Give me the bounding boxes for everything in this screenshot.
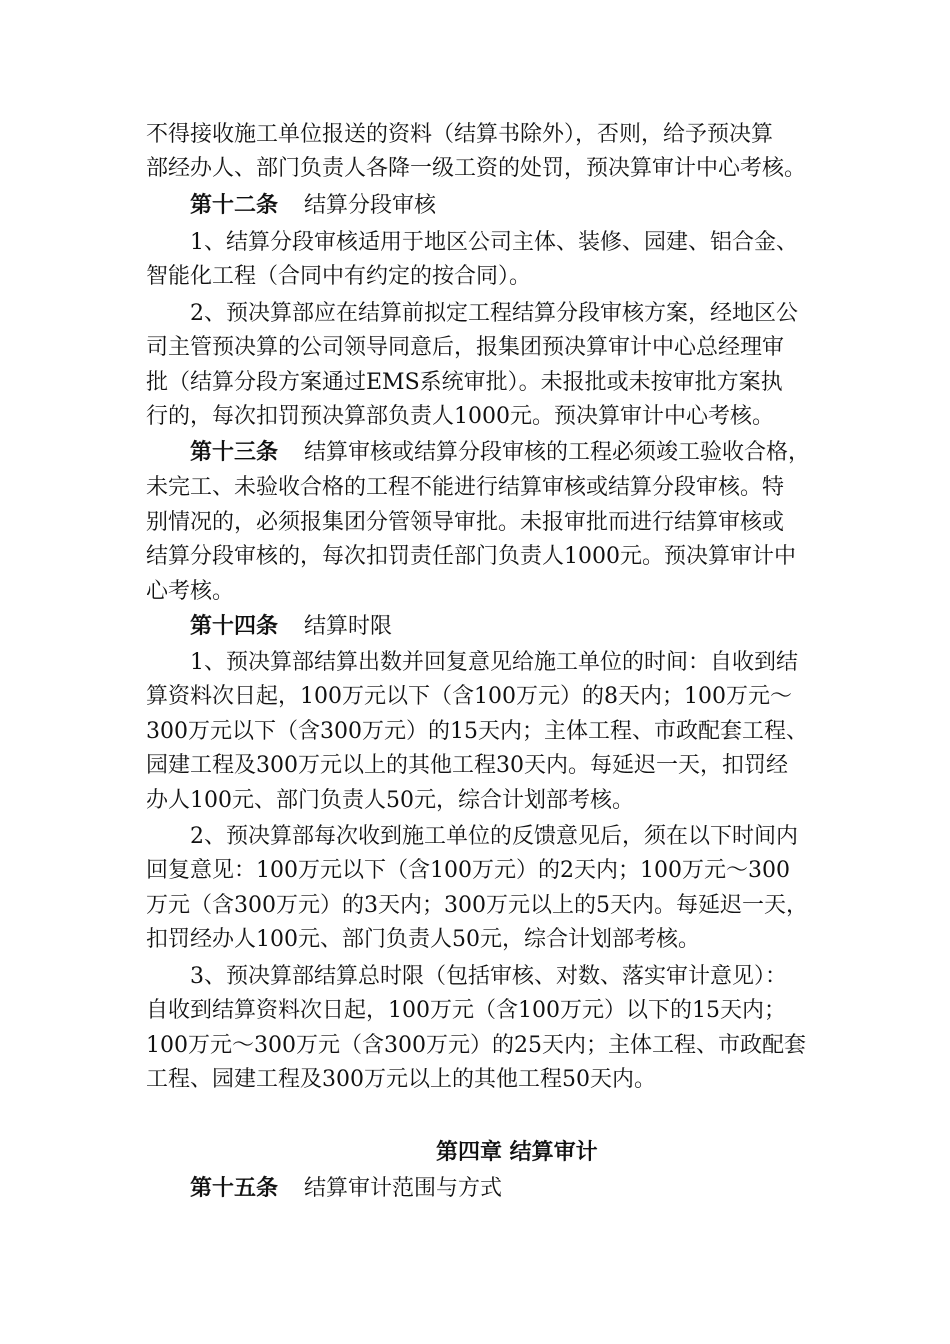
article-14-heading [190, 612, 392, 642]
text-line: 万元（含300万元）的3天内；300万元以上的5天内。每延迟一天， [146, 893, 808, 918]
text-line: 100万元～300万元（含300万元）的25天内；主体工程、市政配套 [146, 1033, 806, 1058]
text-line: 自收到结算资料次日起，100万元（含100万元）以下的15天内； [146, 998, 786, 1023]
text-line: 300万元以下（含300万元）的15天内；主体工程、市政配套工程、 [146, 719, 808, 744]
article-13-paragraph [190, 438, 810, 468]
text-line: 部经办人、部门负责人各降一级工资的处罚，预决算审计中心考核。 [146, 156, 807, 181]
article-15-heading [190, 1174, 502, 1204]
text-line: 不得接收施工单位报送的资料（结算书除外），否则，给予预决算 [146, 122, 774, 147]
text-line: 司主管预决算的公司领导同意后，报集团预决算审计中心总经理审 [146, 335, 785, 360]
text-line: 未完工、未验收合格的工程不能进行结算审核或结算分段审核。特 [146, 475, 785, 500]
text-line: 2、预决算部应在结算前拟定工程结算分段审核方案，经地区公 [190, 301, 798, 326]
text-line: 1、预决算部结算出数并回复意见给施工单位的时间：自收到结 [190, 650, 798, 675]
article-15-label: 第十五条 [190, 1176, 279, 1201]
article-13-text: 结算审核或结算分段审核的工程必须竣工验收合格， [304, 440, 811, 465]
article-12-heading [190, 191, 436, 221]
text-line: 算资料次日起，100万元以下（含100万元）的8天内；100万元～ [146, 684, 792, 709]
text-line: 3、预决算部结算总时限（包括审核、对数、落实审计意见）： [190, 964, 787, 989]
text-line: 2、预决算部每次收到施工单位的反馈意见后，须在以下时间内 [190, 824, 798, 849]
text-line: 回复意见：100万元以下（含100万元）的2天内；100万元～300 [146, 858, 790, 883]
article-14-title: 结算时限 [304, 614, 393, 639]
article-14-label: 第十四条 [190, 614, 279, 639]
article-15-title: 结算审计范围与方式 [304, 1176, 503, 1201]
text-line: 扣罚经办人100元、部门负责人50元，综合计划部考核。 [146, 927, 700, 952]
text-line: 园建工程及300万元以上的其他工程30天内。每延迟一天，扣罚经 [146, 753, 788, 778]
text-line: 心考核。 [146, 579, 235, 604]
article-12-title: 结算分段审核 [304, 193, 437, 218]
chapter-title: 第四章 结算审计 [436, 1140, 598, 1165]
text-line: 智能化工程（合同中有约定的按合同）。 [146, 264, 532, 289]
article-12-label: 第十二条 [190, 193, 279, 218]
text-line: 1、结算分段审核适用于地区公司主体、装修、园建、铝合金、 [190, 230, 798, 255]
text-line: 别情况的，必须报集团分管领导审批。未报审批而进行结算审核或 [146, 510, 785, 535]
text-line: 办人100元、部门负责人50元，综合计划部考核。 [146, 788, 634, 813]
text-line: 批（结算分段方案通过EMS系统审批）。未报批或未按审批方案执 [146, 370, 783, 395]
text-line: 行的，每次扣罚预决算部负责人1000元。预决算审计中心考核。 [146, 404, 774, 429]
text-line: 工程、园建工程及300万元以上的其他工程50天内。 [146, 1067, 656, 1092]
article-13-label: 第十三条 [190, 440, 279, 465]
text-line: 结算分段审核的，每次扣罚责任部门负责人1000元。预决算审计中 [146, 544, 796, 569]
